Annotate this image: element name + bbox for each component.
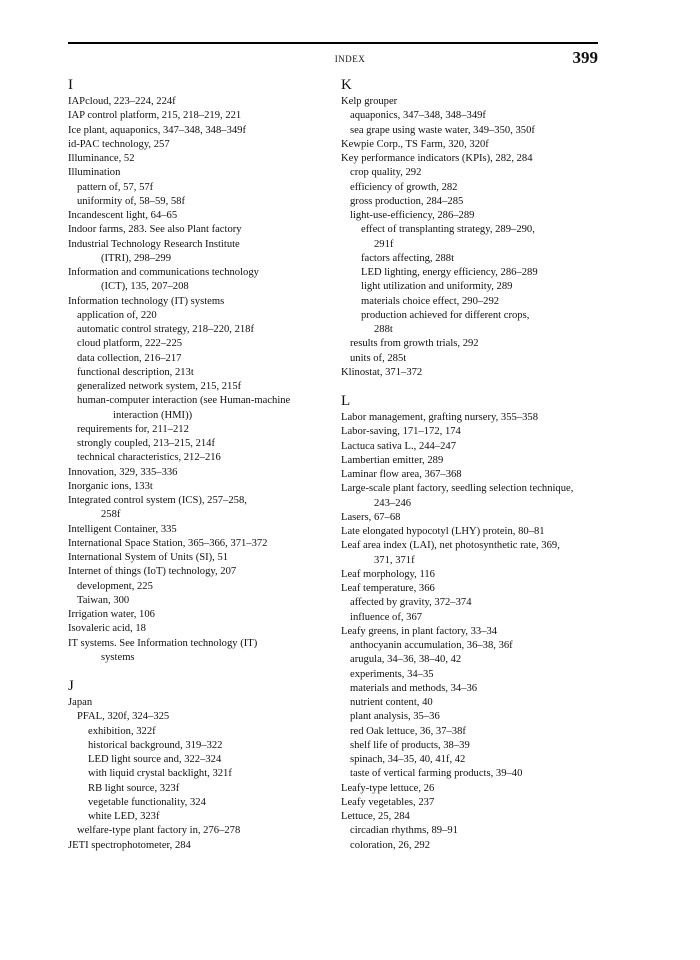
- index-entry: experiments, 34–35: [350, 668, 434, 680]
- index-entry: Leaf morphology, 116: [341, 568, 435, 580]
- index-entry: Indoor farms, 283. See also Plant factory: [68, 224, 242, 236]
- index-entry: pattern of, 57, 57f: [77, 181, 154, 193]
- index-entry: coloration, 26, 292: [350, 839, 431, 851]
- index-entry: IAPcloud, 223–224, 224f: [68, 96, 176, 107]
- index-entry: Large-scale plant factory, seedling selection technique,: [341, 483, 574, 495]
- index-entry: Leafy-type lettuce, 26: [341, 782, 435, 794]
- index-entry: PFAL, 320f, 324–325: [77, 711, 170, 723]
- index-entry: 291f: [374, 238, 394, 250]
- index-entry: plant analysis, 35–36: [350, 711, 440, 723]
- index-entry: (ITRI), 298–299: [101, 252, 172, 264]
- index-entry: vegetable functionality, 324: [88, 796, 206, 808]
- index-entry: interaction (HMI)): [113, 409, 193, 421]
- index-entry: systems: [101, 651, 135, 663]
- index-entry: materials and methods, 34–36: [350, 682, 478, 694]
- index-entry: historical background, 319–322: [88, 739, 223, 751]
- index-entry: gross production, 284–285: [350, 195, 464, 207]
- index-entry: circadian rhythms, 89–91: [350, 825, 458, 837]
- index-entry: Information technology (IT) systems: [68, 295, 225, 307]
- index-entry: LED lighting, energy efficiency, 286–289: [361, 267, 538, 278]
- index-entry: Key performance indicators (KPIs), 282, 284: [341, 153, 533, 164]
- index-entry: JETI spectrophotometer, 284: [68, 839, 191, 851]
- index-entry: data collection, 216–217: [77, 352, 182, 364]
- index-entry: factors affecting, 288t: [361, 252, 455, 264]
- index-entry: materials choice effect, 290–292: [361, 295, 500, 307]
- index-entry: sea grape using waste water, 349–350, 350f: [350, 124, 535, 136]
- running-title: INDEX: [334, 54, 366, 64]
- index-entry: Illumination: [68, 167, 121, 179]
- index-entry: Laminar flow area, 367–368: [341, 469, 462, 480]
- index-entry: Leaf area index (LAI), net photosynthetic rate, 369,: [341, 540, 560, 552]
- index-entry: (ICT), 135, 207–208: [101, 281, 189, 293]
- running-header: [0, 50, 700, 66]
- section-letter: K: [341, 77, 352, 93]
- index-entry: Inorganic ions, 133t: [68, 480, 153, 492]
- index-entry: Kelp grouper: [341, 96, 398, 107]
- index-entry: functional description, 213t: [77, 366, 194, 378]
- index-entry: production achieved for different crops,: [361, 309, 530, 321]
- index-entry: effect of transplanting strategy, 289–290,: [361, 224, 535, 236]
- index-entry: IAP control platform, 215, 218–219, 221: [68, 110, 242, 122]
- index-entry: Information and communications technology: [68, 267, 259, 278]
- page-number: 399: [572, 48, 598, 67]
- index-entry: human-computer interaction (see Human-machine: [77, 395, 291, 407]
- index-entry: cloud platform, 222–225: [77, 338, 183, 350]
- index-entry: light utilization and uniformity, 289: [361, 281, 513, 293]
- index-entry: Klinostat, 371–372: [341, 366, 423, 378]
- index-entry: white LED, 323f: [88, 811, 160, 822]
- index-entry: Japan: [68, 697, 93, 708]
- index-entry: 371, 371f: [374, 554, 415, 566]
- index-entry: Late elongated hypocotyl (LHY) protein, 80–81: [341, 526, 545, 537]
- index-entry: Illuminance, 52: [68, 153, 135, 164]
- index-entry: arugula, 34–36, 38–40, 42: [350, 654, 462, 666]
- index-entry: Kewpie Corp., TS Farm, 320, 320f: [341, 138, 489, 150]
- index-entry: International System of Units (SI), 51: [68, 552, 229, 563]
- index-entry: Isovaleric acid, 18: [68, 623, 146, 635]
- index-section-i: [68, 76, 336, 665]
- index-entry: with liquid crystal backlight, 321f: [88, 768, 232, 780]
- index-entry: results from growth trials, 292: [350, 338, 479, 350]
- index-entry: technical characteristics, 212–216: [77, 452, 221, 464]
- index-column-right: [341, 76, 609, 853]
- index-entry: development, 225: [77, 580, 153, 592]
- index-entry: 258f: [101, 509, 121, 521]
- index-entry: Leaf temperature, 366: [341, 583, 435, 594]
- index-entry: Lactuca sativa L., 244–247: [341, 440, 457, 452]
- index-entry: IT systems. See Information technology (IT): [68, 637, 258, 649]
- index-entry: application of, 220: [77, 309, 157, 321]
- index-entry: Labor management, grafting nursery, 355–358: [341, 412, 539, 423]
- index-section-k: [341, 76, 609, 380]
- index-section-l: [341, 392, 609, 853]
- index-entry: Labor-saving, 171–172, 174: [341, 426, 461, 438]
- index-entry: anthocyanin accumulation, 36–38, 36f: [350, 640, 513, 651]
- index-entry: requirements for, 211–212: [77, 423, 189, 435]
- index-entry: taste of vertical farming products, 39–40: [350, 768, 523, 780]
- index-entry: generalized network system, 215, 215f: [77, 381, 242, 392]
- index-entry: International Space Station, 365–366, 371–372: [68, 537, 268, 549]
- index-entry: Leafy greens, in plant factory, 33–34: [341, 625, 498, 637]
- index-entry: exhibition, 322f: [88, 725, 156, 737]
- index-entry: Incandescent light, 64–65: [68, 210, 178, 221]
- index-entry: red Oak lettuce, 36, 37–38f: [350, 725, 466, 737]
- index-entry: LED light source and, 322–324: [88, 754, 222, 765]
- index-entry: nutrient content, 40: [350, 697, 433, 708]
- index-entry: light-use-efficiency, 286–289: [350, 210, 475, 221]
- index-entry: Leafy vegetables, 237: [341, 796, 435, 808]
- section-letter: I: [68, 77, 73, 93]
- index-entry: affected by gravity, 372–374: [350, 597, 472, 609]
- index-entry: Lambertian emitter, 289: [341, 454, 444, 466]
- index-entry: Internet of things (IoT) technology, 207: [68, 566, 237, 578]
- header-rule: [68, 42, 598, 44]
- index-entry: spinach, 34–35, 40, 41f, 42: [350, 754, 466, 765]
- index-entry: uniformity of, 58–59, 58f: [77, 195, 185, 207]
- index-entry: Intelligent Container, 335: [68, 523, 177, 535]
- index-entry: welfare-type plant factory in, 276–278: [77, 825, 241, 837]
- index-entry: Irrigation water, 106: [68, 609, 155, 620]
- index-entry: Integrated control system (ICS), 257–258,: [68, 495, 247, 506]
- index-entry: 243–246: [374, 497, 412, 509]
- index-entry: 288t: [374, 324, 393, 335]
- index-entry: id-PAC technology, 257: [68, 138, 170, 150]
- index-entry: Industrial Technology Research Institute: [68, 238, 240, 250]
- index-entry: efficiency of growth, 282: [350, 181, 458, 193]
- index-entry: automatic control strategy, 218–220, 218f: [77, 324, 255, 335]
- index-entry: Taiwan, 300: [77, 594, 130, 606]
- index-column-left: [68, 76, 336, 853]
- index-entry: strongly coupled, 213–215, 214f: [77, 438, 215, 449]
- index-entry: shelf life of products, 38–39: [350, 739, 470, 751]
- index-entry: RB light source, 323f: [88, 782, 180, 794]
- index-entry: Lasers, 67–68: [341, 511, 401, 523]
- index-entry: Lettuce, 25, 284: [341, 811, 410, 822]
- index-section-j: [68, 677, 336, 853]
- index-entry: influence of, 367: [350, 611, 423, 623]
- section-letter: L: [341, 393, 351, 409]
- index-entry: aquaponics, 347–348, 348–349f: [350, 110, 486, 122]
- index-entry: units of, 285t: [350, 352, 407, 364]
- section-letter: J: [68, 678, 74, 694]
- index-entry: Ice plant, aquaponics, 347–348, 348–349f: [68, 124, 246, 136]
- index-entry: crop quality, 292: [350, 167, 422, 179]
- index-entry: Innovation, 329, 335–336: [68, 466, 178, 478]
